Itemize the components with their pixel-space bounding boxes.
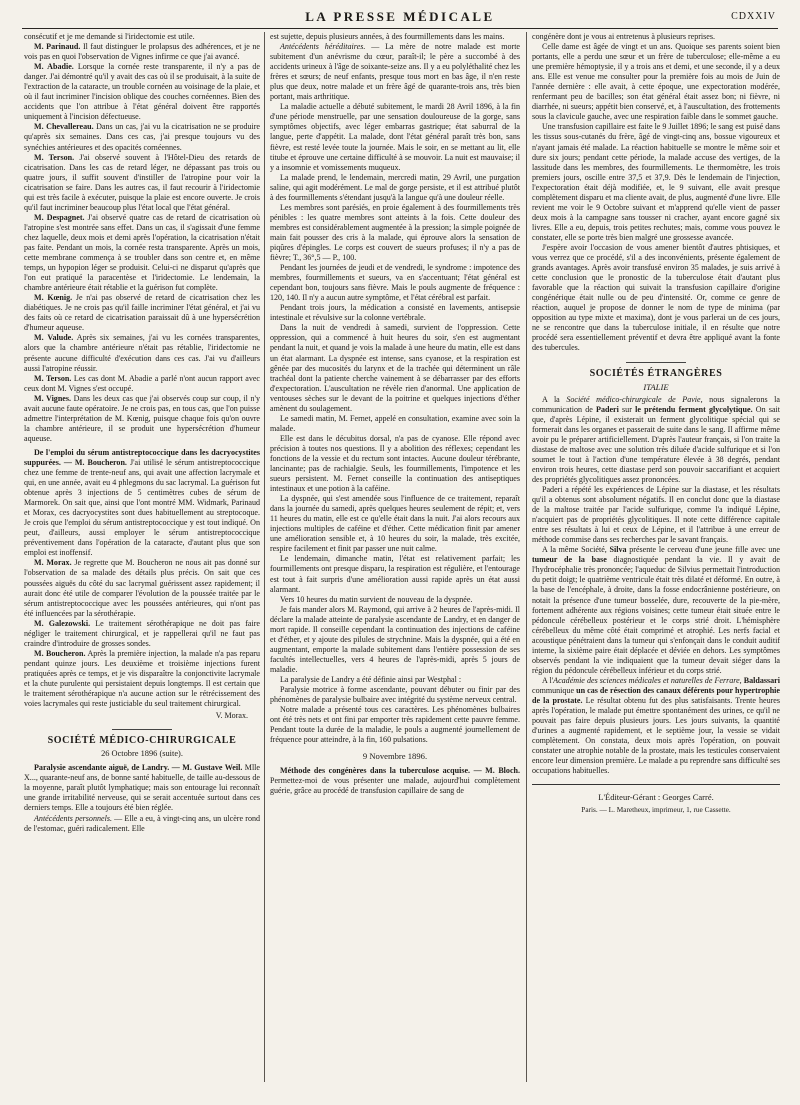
paragraph: Pendant les journées de jeudi et de vendredi, le syndrome : impotence des membres, fourmillements et sueurs, va en s'accentuant; l'état général est cependant bon, toujours sans fièvre. Mais le pouls augmente de fréquence : 120, 140. Il n'y a aucun autre symptôme, et l'état cérébral est parfait.: [270, 263, 520, 303]
printer-line: Paris. — L. Maretheux, imprimeur, 1, rue Cassette.: [581, 805, 731, 815]
paragraph: M. Morax. Je regrette que M. Boucheron ne nous ait pas donné sur l'observation de sa malade des détails plus précis. On sait que ces poussées aiguës du côté du sac lacrymal guérissent assez rapidement; il aurait donc été utile de comparer l'évolution de la poussée traitée par le sérum antistreptococcique avec les poussées antérieures, qui n'ont pas été influencées par la sérothérapie.: [24, 558, 260, 618]
speaker-name: — M. Bloch.: [470, 766, 520, 776]
signature: V. Morax.: [215, 711, 248, 721]
column-divider: [264, 32, 265, 1082]
session-date: 9 Novembre 1896.: [362, 751, 428, 762]
speaker-name: Paderi: [596, 404, 619, 414]
article-title: Méthode des congénères dans la tuberculose acquise.: [280, 766, 471, 776]
paragraph: M. Chevallereau. Dans un cas, j'ai vu la cicatrisation ne se produire qu'après six semaines. Dans ces cas, j'ai presque toujours vu des synéchies antérieures et des opacités cornéennes.: [24, 122, 260, 152]
paragraph: Antécédents héréditaires. — La mère de notre malade est morte subitement d'un anévrisme du cœur, paraît-il; le père a succombé à des accidents urineux à l'âge de soixante-seize ans. Il y a eu polyléthalité chez les frères et sœurs; de neuf enfants, presque tous mort en bas âge, il n'en reste plus que deux, notre malade et un frère âgé de quarante-trois ans, très bien portant, mais arthritique.: [270, 42, 520, 102]
speaker-name: M. Chevallereau.: [34, 122, 94, 132]
speaker-name: Silva: [609, 545, 627, 555]
speaker-name: M. Morax.: [34, 558, 72, 568]
paragraph: M. Terson. J'ai observé souvent à l'Hôtel-Dieu des retards de cicatrisation. Dans les cas de retard léger, ne dépassant pas trois ou quatre jours, il suffit souvent d'instiller de l'atropine pour voir la cicatrisation se faire. Dans les autres cas, il faut recourir à l'iridectomie qui est très facile à exécuter, puisque la plaie est encore ouverte. Je crois qu'il faut incriminer beaucoup plus l'état local que l'état général.: [24, 152, 260, 212]
paragraph: M. Terson. Les cas dont M. Abadie a parlé n'ont aucun rapport avec ceux dont M. Vignes s'est occupé.: [24, 373, 260, 393]
paragraph: Paralysie ascendante aiguë, de Landry. — M. Gustave Weil. Mlle X..., quarante-neuf ans, de bonne santé habituelle, de taille au-dessous de la moyenne, paraît plutôt lymphatique; mais son entourage lui reconnaît une grande irritabilité nerveuse, qui se serait accentuée surtout dans ces derniers temps. Elle a toujours été bien réglée.: [24, 763, 260, 813]
paragraph: Méthode des congénères dans la tuberculose acquise. — M. Bloch. Permettez-moi de vous présenter une malade, aujourd'hui complètement guérie, grâce au procédé de transfusion capillaire de sang de: [270, 766, 520, 796]
section-title: SOCIÉTÉS ÉTRANGÈRES: [589, 367, 723, 379]
section-title: SOCIÉTÉ MÉDICO-CHIRURGICALE: [47, 735, 237, 747]
paragraph: Les membres sont parésiés, en proie également à des fourmillements très pénibles : les quatre membres sont atteints à la fois. Cette douleur des membres est considérablement augmentée à la pression; la simple poignée de main fait pousser des cris à la malade, qui éprouve alors la sensation de piqûres d'épingles. Le corps est couvert de sueurs profuses; il n'y a pas de fièvre; T., 36°,5 — P., 100.: [270, 202, 520, 263]
paragraph: La paralysie de Landry a été définie ainsi par Westphal :: [280, 675, 462, 684]
paragraph: Antécédents personnels. — Elle a eu, à vingt-cinq ans, un ulcère rond de l'estomac, guéri radicalement. Elle: [24, 813, 260, 833]
footer-rule: [532, 784, 780, 788]
column-1: [24, 32, 260, 1092]
subheading: Antécédents héréditaires.: [280, 42, 366, 52]
paragraph: Notre malade a présenté tous ces caractères. Les phénomènes bulbaires ont été très nets et ont fini par emporter très rapidement cette pauvre femme. Pendant toute la durée de la maladie, le pouls a augmenté journellement de fréquence pour atteindre, à la fin, 160 pulsations.: [270, 705, 520, 745]
separator: [626, 362, 686, 363]
editor-line: L'Éditeur-Gérant : Georges Carré.: [598, 792, 714, 803]
article-title: De l'emploi du sérum antistreptococcique dans les dacryocystites suppurées.: [24, 447, 260, 467]
speaker-name: M. Galezowski.: [34, 618, 91, 628]
page-number: CDXXIV: [731, 11, 776, 22]
paragraph: La malade prend, le lendemain, mercredi matin, 29 Avril, une purgation saline, qui agit modérément. Le mal de gorge persiste, et il est attribué plutôt à des fourmillements s'étendant jusqu'à la langue qu'à une douleur réelle.: [270, 172, 520, 202]
paragraph: Une transfusion capillaire est faite le 9 Juillet 1896; le sang est puisé dans les tissus sous-cutanés du frère, âgé de vingt-cinq ans, bossue vigoureux et n'ayant jamais été malade. La réaction habituelle se montre le même soir et dure six jours; pendant cette période, la malade accuse des vertiges, de la lassitude dans les membres, des fourmillements. Le thermomètre, les trois premiers jours, oscille entre 37,5 et 37,9. Dès le lendemain de l'injection, l'expectoration était déjà modifiée, et, le 9 suivant, elle avait presque complètement disparu et ma cliente avait, de plus, augmenté d'une livre. Elle revient me voir le 9 Octobre suivant et m'apprend qu'elle vient de passer deux mois à la campagne sans tousser ni cracher, ayant encore gagné six livres. Elle a eu, depuis, trois petites rechutes; mais, comme vous pouvez le constater, elle se porte très bien malgré une grossesse avancée.: [532, 122, 780, 242]
paragraph: est sujette, depuis plusieurs années, à des fourmillements dans les mains.: [270, 32, 505, 41]
column-divider: [526, 32, 527, 1082]
subheading: Antécédents personnels.: [34, 813, 112, 823]
section-date: 26 Octobre 1896 (suite).: [101, 749, 183, 759]
speaker-name: M. Boucheron.: [34, 648, 86, 658]
separator: [112, 729, 172, 730]
paragraph: Le lendemain, dimanche matin, l'état est relativement parfait; les fourmillements ont presque disparu, la respiration est régulière, et l'entourage est tout à fait surpris d'une amélioration aussi rapide après un état aussi alarmant.: [270, 554, 520, 594]
paragraph: Elle est dans le décubitus dorsal, n'a pas de cyanose. Elle répond avec précision à toutes nos questions. Il y a abolition des réflexes; cependant les fonctions de la vessie et du rectum sont intactes. Aucune douleur térébrante, lancinante; pas de rachialgie. Seuls, les fourmillements, l'impotence et les sueurs persistent. M. Fernet conseille la continuation des antiseptiques intestinaux et une potion à la caféine.: [270, 433, 520, 494]
society-name: Académie des sciences médicales et naturelles de Ferrare,: [553, 675, 742, 685]
speaker-name: M. Terson.: [34, 152, 75, 162]
speaker-name: — M. Gustave Weil.: [169, 763, 243, 773]
paragraph: Paralysie motrice à forme ascendante, pouvant débuter ou finir par des phénomènes de paralysie bulbaire avec intégrité du système nerveux central.: [270, 685, 520, 705]
speaker-name: Baldassari: [741, 675, 780, 685]
speaker-name: M. Abadie.: [34, 62, 74, 72]
paragraph: congénère dont je vous ai entretenus à plusieurs reprises.: [532, 32, 716, 41]
journal-title: LA PRESSE MÉDICALE: [305, 9, 495, 24]
speaker-name: M. Valude.: [34, 333, 74, 343]
society-name: Société médico-chirurgicale de Pavie,: [566, 394, 703, 404]
speaker-name: M. Kœnig.: [34, 293, 73, 303]
paragraph: M. Boucheron. Après la première injection, la malade n'a pas reparu pendant quinze jours. Les deuxième et troisième injections furent pratiquées après ce temps, et je vis disparaître la conjonctivite lacrymale et la chute purulente qui persistaient depuis longtemps. Il est certain que le traitement sérothérapique n'a aucune action sur le rétrécissement des voies lacrymales qui reste justiciable du seul traitement chirurgical.: [24, 648, 260, 709]
paragraph: consécutif et je me demande si l'iridectomie est utile.: [24, 32, 195, 41]
paragraph: M. Kœnig. Je n'ai pas observé de retard de cicatrisation chez les diabétiques. Je ne crois pas qu'il faille incriminer l'état général, et j'ai vu des faits où ce retard de cicatrisation paraissait dû à une hypersécrétion d'humeur aqueuse.: [24, 293, 260, 333]
paragraph: De l'emploi du sérum antistreptococcique dans les dacryocystites suppurées. — M. Boucheron. J'ai utilisé le sérum antistreptococcique chez une femme de trente-neuf ans, qui avait une affection lacrymale et qui, en une année, avait eu 4 phlegmons du sac lacrymal. La guérison fut obtenue après 3 injections de 5 centimètres cubes de sérum de Marmorek. On sait que, ainsi que l'ont montré MM. Widmark, Parinaud et Morax, ces dacryocystites sont dues habituellement au streptocoque. Je crois que l'emploi du sérum antistreptococcique y est tout indiqué. On peut, d'ailleurs, aussi employer le sérum antistreptococcique préventivement dans l'opération de la cataracte, d'autant plus que son emploi est inoffensif.: [24, 447, 260, 558]
article-title: Paralysie ascendante aiguë, de Landry.: [34, 763, 170, 773]
paragraph: La dyspnée, qui s'est amendée sous l'influence de ce traitement, reparaît dans la journée du samedi, après quelques heures seulement de répit; et, vers 11 heures du matin, elle est ce qu'elle était dans la nuit. J'ai alors recours aux injections multiples de caféine et d'éther. Cette médication finit par amener une amélioration sensible et, à 10 heures du soir, la malade, très excitée, respire facilement et finit par passer une nuit calme.: [270, 494, 520, 554]
paragraph: M. Galezowski. Le traitement sérothérapique ne doit pas faire négliger le traitement chirurgical, et je rappellerai qu'il ne faut pas craindre d'introduire de grosses sondes.: [24, 618, 260, 648]
paragraph: Je fais mander alors M. Raymond, qui arrive à 2 heures de l'après-midi. Il déclare la malade atteinte de paralysie ascendante de Landry, et en danger de mort rapide. Il conseille cependant la continuation des injections de caféine et d'éther, et y ajoute des pilules de strychnine. Mais la dyspnée, qui a été en augmentant, emporte la malade subitement dans l'entière possession de ses facultés intellectuelles, vers 4 heures de l'après-midi, après 5 jours de maladie.: [270, 604, 520, 674]
page-header: [22, 6, 778, 29]
speaker-name: — M. Boucheron.: [60, 457, 127, 467]
speaker-name: M. Terson.: [34, 373, 72, 383]
paragraph: M. Vignes. Dans les deux cas que j'ai observés coup sur coup, il n'y avait aucune faute opératoire. Je ne crois pas, en tous cas, que l'on puisse admettre l'interprétation de M. Kœnig, puisque chaque fois qu'on ouvre la chambre antérieure, il se produit une hypersécrétion d'humeur aqueuse.: [24, 393, 260, 443]
paragraph: A la Société médico-chirurgicale de Pavie, nous signalerons la communication de Paderi sur le prétendu ferment glycolytique. On sait que, d'après Lépine, il existerait un ferment glycolitique spécial qui se formerait dans les organes et passerait de suite dans le sang. Il affirme même avoir pu le préparer artificiellement. D'après l'auteur français, si l'on traite la diastase de maltose avec une solution très diluée d'acide sulfurique et si l'on soumet le tout à l'action d'une température élevée à 38 degrés, pendant environ trois heures, cette diastase perd son pouvoir saccarifiant et acquiert des propriétés glycolitiques assez prononcées.: [532, 394, 780, 484]
article-title: le prétendu ferment glycolytique.: [635, 404, 753, 414]
article-title: un cas de résection des canaux déférents pour hypertrophie de la prostate.: [532, 685, 780, 705]
speaker-name: M. Despagnet.: [34, 212, 85, 222]
paragraph: M. Valude. Après six semaines, j'ai vu les cornées transparentes, alors que la chambre antérieure n'était pas rétablie, l'iridectomie ne présente aucune difficulté d'exécution dans ces cas. J'ai vu d'ailleurs aussi l'atropine réussir.: [24, 333, 260, 373]
column-3: [532, 32, 780, 1092]
paragraph: M. Abadie. Lorsque la cornée reste transparente, il n'y a pas de danger. J'ai démontré qu'il y avait des cas où il se produisait, à la suite de l'extraction de la cataracte, un trouble cornéen au voisinage de la plaie, et où il faut incriminer l'incision oblique des couches cornéennes. Bien des accidents que l'on attribue à l'état général doivent être rapportés uniquement à l'incision défectueuse.: [24, 62, 260, 122]
paragraph: A la même Société, Silva présente le cerveau d'une jeune fille avec une tumeur de la base diagnostiquée pendant la vie. Il y avait de l'hydrocéphalie très prononcée; l'aqueduc de Silvius permettait l'introduction du petit doigt; le quatrième ventricule était très dilaté et déformé. En outre, à la base de l'encéphale, à droite, dans la fosse endocrânienne postérieure, on notait la présence d'une tumeur bosselée, dure, recouverte de la pie-mère, fortement adhérente aux régions voisines; cette tumeur était située entre le pédoncule cérébelleux postérieur et le corps strié droit. L'hémisphère cérébelleux du même côté était comprimé et atrophié. Les nerfs facial et acoustique pénétraient dans la tumeur qui s'enfonçait dans le conduit auditif interne, la sixième paire était déplacée et déviée en dehors. Les symptômes observés pendant la vie indiquaient que la tumeur devait siéger dans la région du pédoncule cérébelleux inférieur et du corps strié.: [532, 545, 780, 675]
paragraph: J'espère avoir l'occasion de vous amener bientôt d'autres phtisiques, et vous verrez que ce procédé, s'il a des inconvénients, présente également de grands avantages. Après avoir transfusé environ 35 malades, je suis arrivé à cette conclusion que le pronostic de la tuberculose était d'autant plus favorable que la réaction qui suivait la transfusion capillaire d'origine congénérique était nulle ou de peu d'intensité. Or, comme ce genre de réaction, auquel je propose de donner le nom de type de minima (par opposition au type mixte et maxima), dont je vous parlerai un de ces jours, ne se rencontre que dans la tuberculose initiale, il en résulte que notre procédé sera essentiellement préventif et devra être appliqué avant la fonte des tubercules.: [532, 242, 780, 353]
paragraph: Le samedi matin, M. Fernet, appelé en consultation, examine avec soin la malade.: [270, 413, 520, 433]
article-title: tumeur de la base: [532, 555, 607, 565]
paragraph: La maladie actuelle a débuté subitement, le mardi 28 Avril 1896, à la fin d'une période menstruelle, par une sensation douloureuse de la gorge, sans symptômes objectifs, avec léger embarras gastrique; état saburral de la langue, perte d'appétit. La malade, dont l'état général paraît très bon, sans fièvre, est resté levée toute la journée. Mais le soir, en se mettant au lit, elle titube et éprouve une certaine difficulté à se mouvoir. La nuit est mauvaise; il y a insomnie et vomissements muqueux.: [270, 102, 520, 172]
paragraph: Pendant trois jours, la médication a consisté en lavements, antisepsie intestinale et révulsive sur la colonne vertébrale.: [270, 303, 520, 323]
paragraph: Dans la nuit de vendredi à samedi, survient de l'oppression. Cette oppression, qui a commencé à huit heures du soir, s'en est augmentant pendant la nuit, et quand je vois la malade à une heure du matin, elle est dans un état alarmant. La dyspnée est intense, sans cyanose, et la respiration est gênée par des mucosités du larynx et de la trachée qui déterminent un râle trachéal dont la patiente cherche vainement à se débarrasser par des efforts d'expectoration. L'auscultation ne révèle rien d'anormal. Une application de ventouses sèches sur le devant de la poitrine et quelques injections d'éther amènent du soulagement.: [270, 323, 520, 413]
speaker-name: M. Vignes.: [34, 393, 72, 403]
section-country: ITALIE: [643, 381, 669, 392]
paragraph: M. Despagnet. J'ai observé quatre cas de retard de cicatrisation où l'atropine s'est montrée sans effet. Dans un cas, il s'agissait d'une femme chez laquelle, deux mois et demi après l'opération, la cicatrisation n'était pas faite. Pendant un mois, la cornée resta transparente. Après un mois, cette membrane commença à se troubler dans son centre et, en même temps, un hypopion léger se produisit. Celui-ci ne disparut qu'après que l'on eut pratiqué la paracentèse et l'iridectomie. Le lendemain, la chambre antérieure était rétablie et la guérison fut complète.: [24, 212, 260, 293]
column-2: [270, 32, 520, 1092]
paragraph: Paderi a répété les expériences de Lépine sur la diastase, et les résultats qu'il a obtenus sont absolument négatifs. Il en conclut donc que la diastase de la maltose traitée par l'acide sulfurique, comme l'a indiqué Lépine, n'acquiert pas de propriétés glycolitiques. Il note cette différence capitale entre ses résultats à lui et ceux de Lépine, et il l'attribue à une erreur de méthode commise dans ses recherches par le savant français.: [532, 485, 780, 545]
paragraph: Vers 10 heures du matin survient de nouveau de la dyspnée.: [280, 594, 473, 604]
paragraph: A l'Académie des sciences médicales et naturelles de Ferrare, Baldassari communique un cas de résection des canaux déférents pour hypertrophie de la prostate. Le résultat obtenu fut des plus satisfaisants. Trente heures après l'opération, le malade put émettre spontanément des urines, ce qu'il ne pouvait pas faire depuis plusieurs jours. Les jours suivants, la quantité d'urines a augmenté rapidement, et le septième jour, la vessie se vidait complètement. On constata, deux mois après l'opération, on pouvait constater une atrophie notable de la prostate, mais les testicules conservaient encore leur dimension première. Le malade a pu reprendre sans difficulté ses occupations habituelles.: [532, 675, 780, 776]
paragraph: M. Parinaud. Il faut distinguer le prolapsus des adhérences, et je ne vois pas en quoi l'observation de Vignes infirme ce que j'ai avancé.: [24, 42, 260, 62]
paragraph: Celle dame est âgée de vingt et un ans. Quoique ses parents soient bien portants, elle a perdu une sœur et un frère de tuberculose; elle-même a eu une première hémoptysie, il y a trois ans et demi, et une seconde, il y a deux ans. Elle est venue me consulter pour la première fois au mois de Juin de l'année dernière : elle avait, à cette époque, une expectoration modérée, renfermant peu de bacilles; son état général était assez bon; ni fièvre, ni diarrhée, ni sueurs; appétit bien conservé, et, à l'auscultation, des frottements sous la clavicule gauche, avec une respiration faible dans le sommet gauche.: [532, 42, 780, 122]
speaker-name: M. Parinaud.: [34, 42, 81, 52]
